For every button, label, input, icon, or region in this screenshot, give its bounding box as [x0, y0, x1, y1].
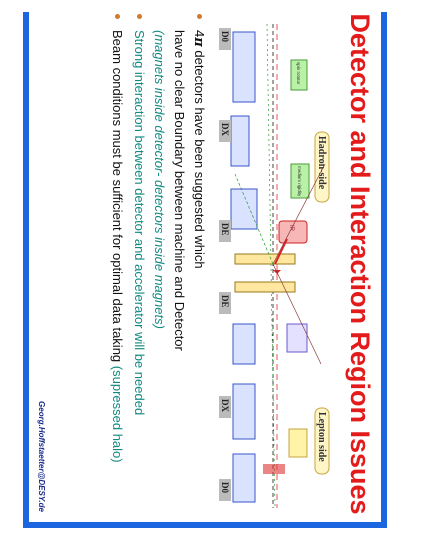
magnet-label-5: DX	[220, 399, 230, 412]
bullet-text: Strong interaction between detector and accelerator will be needed	[132, 30, 147, 416]
magnet-label-3: DE	[220, 223, 230, 236]
ir-layout-diagram	[217, 24, 335, 508]
bullet-subtext: (magnets inside detector- detectors inside magnets)	[152, 30, 167, 329]
slide-title: Detector and Interaction Region Issues	[345, 13, 375, 515]
pi-symbol: π	[191, 37, 206, 47]
magnet-label-6: D0	[220, 482, 230, 493]
magnet-label-2: DX	[220, 123, 230, 136]
green-label-1: spin rotator	[296, 62, 301, 85]
magnet-label-1: D0	[220, 31, 230, 42]
ir-layout-figure	[217, 24, 335, 508]
lepton-side-label: Lepton side	[316, 412, 327, 462]
bullet-text-continued: have no clear Boundary between machine and Detector	[172, 30, 187, 351]
ir-label: IR	[288, 225, 294, 231]
bullet-paren: (supressed halo)	[110, 365, 125, 463]
bullet-marker	[197, 14, 202, 19]
bullet-marker	[115, 14, 120, 19]
bullet-text: Beam conditions must be sufficient for optimal data taking (supressed halo)	[110, 30, 125, 463]
bullet-text: 4π detectors have been suggested which	[191, 30, 207, 269]
author-email: Georg.Hoffstaetter@DESY.de	[37, 401, 46, 512]
slide	[29, 6, 381, 522]
bullet-marker	[137, 14, 142, 19]
green-label-2: medium rigidity	[297, 166, 302, 197]
magnet-label-4: DE	[220, 295, 230, 308]
hadron-side-label: Hadron-side	[316, 136, 327, 190]
